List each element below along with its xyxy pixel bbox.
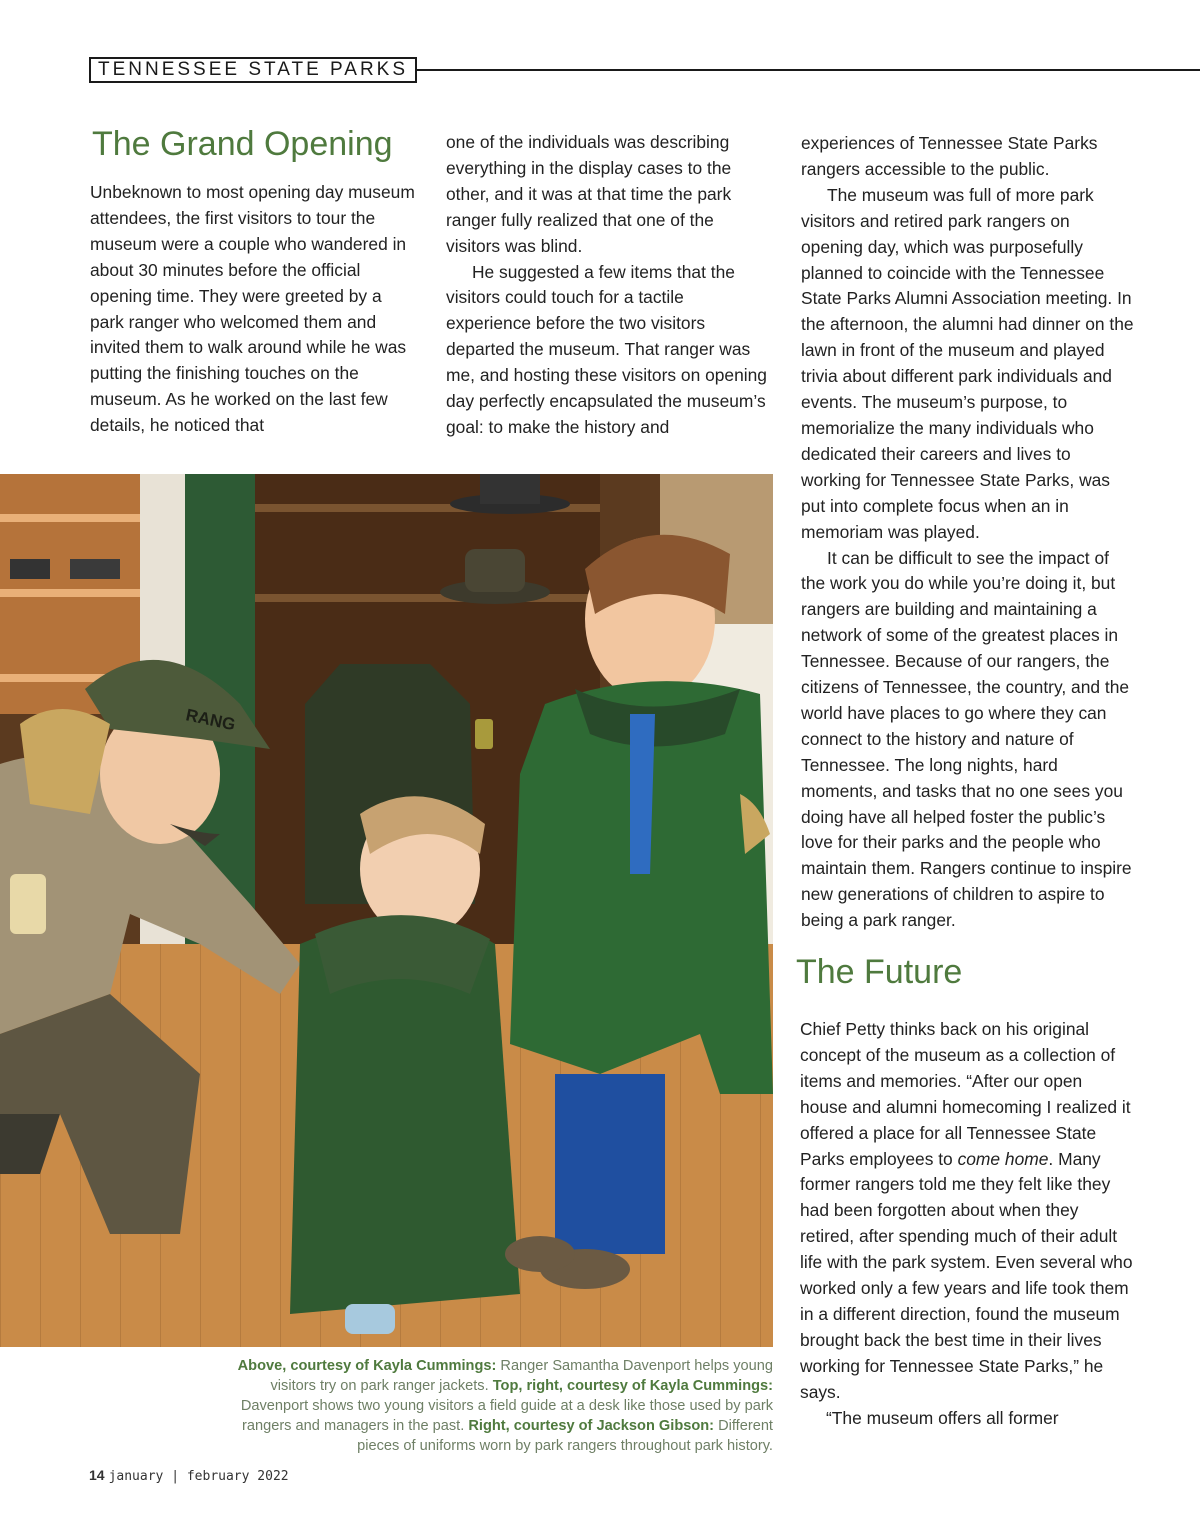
paragraph: He suggested a few items that the visitors could touch for a tactile experience before the two visitors departed the museum. That ranger was me, and hosting these visitors on opening day perfectly encapsulated the museum’s goal: to make the history and	[446, 261, 767, 437]
column-3	[801, 131, 1135, 934]
caption-credit: Above, courtesy of Kayla Cummings:	[237, 1358, 497, 1374]
section-header-label: TENNESSEE STATE PARKS	[89, 57, 417, 83]
header-rule	[417, 69, 1200, 71]
column-3-future	[800, 1017, 1134, 1432]
cap-text: RANG	[184, 705, 238, 735]
paragraph: one of the individuals was describing everything in the display cases to the other, and it was at that time the park ranger fully realized that one of the visitors was blind.	[446, 132, 732, 256]
photo-illustration	[0, 474, 773, 1347]
ranger-jacket-photo	[0, 474, 773, 1347]
issue-date: january | february 2022	[108, 1469, 289, 1484]
paragraph: “The museum offers all former	[826, 1407, 1059, 1428]
heading-grand-opening: The Grand Opening	[92, 125, 393, 163]
paragraph: experiences of Tennessee State Parks rangers accessible to the public.	[801, 133, 1098, 179]
column-2	[446, 130, 768, 441]
page-number: 14	[89, 1467, 105, 1483]
photo-caption: Above, courtesy of Kayla Cummings: Ranger Samantha Davenport helps young visitors try on park ranger jackets. Top, right, courtesy of Kayla Cummings: Davenport shows two young visitors a field guide at a desk like those used by park rangers and managers in the past. Right, courtesy of Jackson Gibson: Different pieces of uniforms worn by park rangers throughout park history.	[237, 1358, 773, 1454]
caption-credit: Top, right, courtesy of Kayla Cummings:	[492, 1378, 773, 1394]
paragraph: The museum was full of more park visitors and retired park rangers on opening day, which was purposefully planned to coincide with the Tennessee State Parks Alumni Association meeting. In the afternoon, the alumni had dinner on the lawn in front of the museum and played trivia about different park individuals and events. The museum’s purpose, to memorialize the many individuals who dedicated their careers and lives to working for Tennessee State Parks, was put into complete focus when an in memoriam was played.	[801, 184, 1134, 542]
paragraph: It can be difficult to see the impact of the work you do while you’re doing it, but rangers are building and maintaining a network of some of the greatest places in Tennessee. Because of our rangers, the citizens of Tennessee, the country, and the world have places to go where they can connect to the history and nature of Tennessee. The long nights, hard moments, and tasks that no one sees you doing have all helped foster the public’s love for their parks and the people who maintain them. Rangers continue to inspire new generations of children to aspire to being a park ranger.	[801, 547, 1132, 931]
paragraph: Unbeknown to most opening day museum attendees, the first visitors to tour the museum were a couple who wandered in about 30 minutes before the official opening time. They were greeted by a park ranger who welcomed them and invited them to walk around while he was putting the finishing touches on the museum. As he worked on the last few details, he noticed that	[90, 182, 415, 436]
page-footer	[89, 1467, 289, 1484]
caption-credit: Right, courtesy of Jackson Gibson:	[468, 1418, 715, 1434]
column-1	[90, 180, 420, 439]
paragraph: Chief Petty thinks back on his original concept of the museum as a collection of items and memories. “After our open house and alumni homecoming I realized it offered a place for all Tennessee State Parks employees to come home. Many former rangers told me they felt like they had been forgotten about when they retired, after spending much of their adult life with the park system. Even several who worked only a few years and life took them in a different direction, found the museum brought back the best time in their lives working for Tennessee State Parks,” he says.	[800, 1019, 1133, 1402]
heading-the-future: The Future	[796, 953, 963, 991]
